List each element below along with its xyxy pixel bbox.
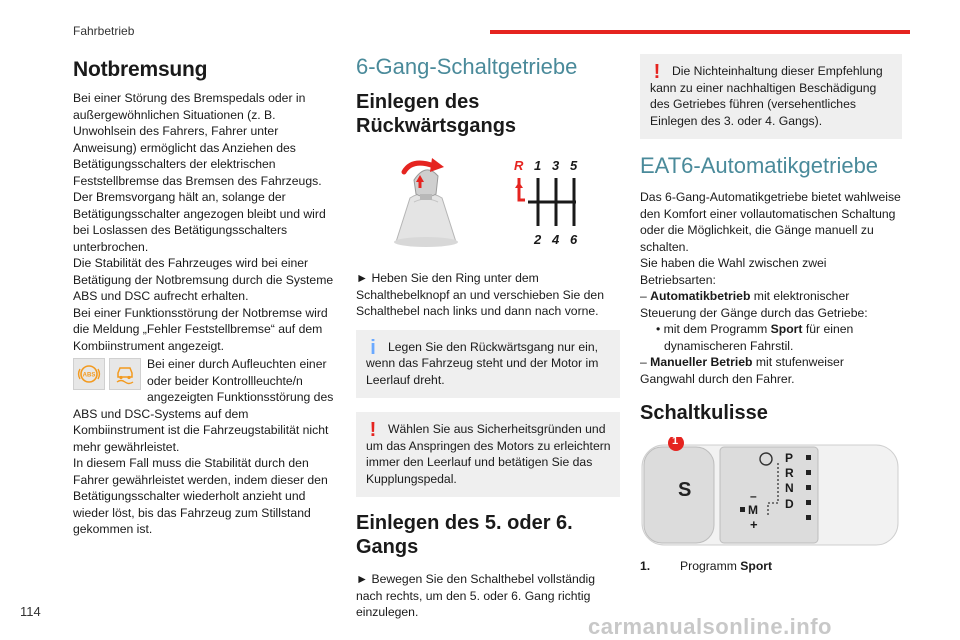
- gear-label: 6: [570, 232, 578, 247]
- gear-label: 2: [534, 232, 542, 247]
- info-icon: i: [370, 336, 376, 359]
- gear-p-label: P: [785, 451, 794, 465]
- heading-notbremsung: Notbremsung: [73, 58, 208, 81]
- warning-icon: !: [369, 419, 377, 441]
- gear-selector-panel: [640, 437, 902, 549]
- callout-number: 1: [672, 435, 679, 447]
- upshift-label: +: [750, 517, 758, 532]
- subheading-shift-gate: Schaltkulisse: [640, 402, 768, 424]
- paragraph: Bei einer Störung des Bremspedals oder in außergewöhnlichen Situationen (z. B. Unwohlsein des Fahrers, Fahrer unter Anweisung) ermöglicht das Anziehen des Betätigungsschalters der elektrischen Feststellbremse das Bremsen des Fahrzeugs. Der Bremsvorgang hält an, solange der Betätigungsschalter angezogen bleibt und wird bei Loslassen des Betätigungsschalters unterbrochen.: [73, 91, 326, 254]
- note-text: Legen Sie den Rückwärtsgang nur ein, wenn das Fahrzeug steht und der Motor im Leerlauf dreht.: [366, 339, 599, 387]
- paragraph: Die Stabilität des Fahrzeuges wird bei einer Betätigung der Notbremsung durch die Systeme ABS und DSC aufrecht erhalten.: [73, 256, 334, 303]
- column-manual-gearbox: [356, 52, 620, 621]
- page-number: 114: [20, 604, 41, 619]
- note-text: Die Nichteinhaltung dieser Empfehlung kann zu einer nachhaltigen Beschädigung des Getriebes führen (versehentliches Einlegen des 3. oder 4. Gangs).: [650, 64, 883, 128]
- gear-n-label: N: [785, 481, 794, 495]
- gear-label: 3: [552, 158, 560, 173]
- gear-label: 4: [552, 232, 560, 247]
- mode-item-automatic: – Automatikbetrieb mit elektronischer Steuerung der Gänge durch das Getriebe:: [640, 289, 868, 320]
- gear-label: 1: [534, 158, 542, 173]
- column-emergency-braking: [73, 52, 335, 538]
- subheading-fifth-sixth-gear: Einlegen des 5. oder 6. Gangs: [356, 512, 573, 558]
- paragraph: Sie haben die Wahl zwischen zwei Betriebsarten:: [640, 256, 827, 287]
- warning-note: [356, 412, 620, 497]
- mode-item-manual: – Manueller Betrieb mit stufenweiser Gangwahl durch den Fahrer.: [640, 355, 844, 386]
- paragraph: Das 6-Gang-Automatikgetriebe bietet wahlweise den Komfort einer vollautomatischen Schaltung oder die Möglichkeit, die Gänge manuell zu schalten.: [640, 190, 901, 254]
- sport-button-label: S: [678, 479, 692, 501]
- paragraph: In diesem Fall muss die Stabilität durch den Fahrer gewährleistet werden, indem dieser den Betätigungsschalter wiederholt anzieht und wieder löst, bis das Fahrzeug zum Stillstand gekommen ist.: [73, 456, 328, 536]
- gear-label: 5: [570, 158, 578, 173]
- abs-warning-icon: [73, 358, 105, 390]
- running-header: Fahrbetrieb: [73, 24, 135, 38]
- legend-text: Programm Sport: [680, 559, 773, 573]
- info-note: [356, 330, 620, 399]
- warning-note: [640, 54, 902, 139]
- gear-gate-lines: [514, 174, 584, 230]
- gear-d-label: D: [785, 497, 794, 511]
- legend-item: [640, 559, 902, 573]
- mode-subitem-sport: • mit dem Programm Sport für einen dynamischeren Fahrstil.: [656, 322, 854, 353]
- gear-m-label: M: [748, 503, 758, 517]
- gear-label-reverse: R: [514, 158, 524, 173]
- section-title-manual-gearbox: 6-Gang-Schaltgetriebe: [356, 54, 578, 79]
- instruction-step: ► Bewegen Sie den Schalthebel vollständig nach rechts, um den 5. oder 6. Gang richtig einzulegen.: [356, 572, 596, 619]
- warning-icon: !: [653, 61, 661, 83]
- reverse-gear-illustration: [356, 150, 620, 260]
- note-text: Wählen Sie aus Sicherheitsgründen und um das Anspringen des Motors zu erleichtern immer den Leerlauf und betätigen Sie das Kupplungspedal.: [366, 422, 611, 486]
- instruction-step: ► Heben Sie den Ring unter dem Schalthebelknopf an und verschieben Sie den Schalthebel nach links und dann nach vorne.: [356, 271, 604, 318]
- abs-icon-text: ABS: [82, 372, 96, 379]
- paragraph: Bei einer durch Aufleuchten einer oder beider Kontrollleuchte/n angezeigten Funktionsstörung des ABS und DSC-Systems auf dem Kombiinstrument ist die Fahrzeugstabilität nicht mehr gewährleistet.: [73, 357, 334, 454]
- warning-lamp-icons: [73, 358, 141, 390]
- mode-list: [640, 288, 902, 387]
- gear-shift-pattern: [514, 158, 584, 250]
- header-accent-bar: [490, 30, 910, 34]
- legend-number: 1.: [640, 559, 651, 573]
- gear-r-label: R: [785, 466, 794, 480]
- downshift-label: –: [750, 489, 757, 503]
- watermark: carmanualsonline.info: [588, 614, 832, 639]
- paragraph: Bei einer Funktionsstörung der Notbremse wird die Meldung „Fehler Feststellbremse“ auf dem Kombiinstrument angezeigt.: [73, 305, 328, 353]
- subheading-reverse-gear: Einlegen des Rückwärtsgangs: [356, 91, 517, 137]
- section-title-automatic-gearbox: EAT6-Automatikgetriebe: [640, 153, 879, 178]
- stability-control-icon: [109, 358, 141, 390]
- column-automatic-gearbox: [640, 52, 902, 573]
